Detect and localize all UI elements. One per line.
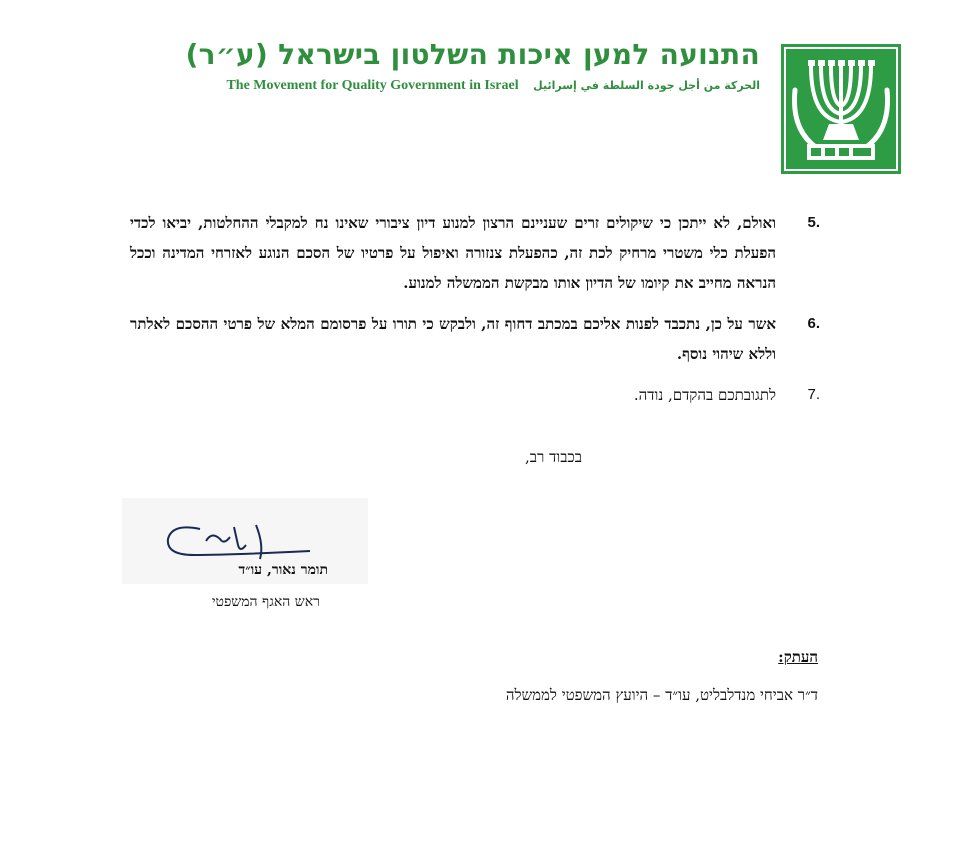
signer-title: ראש האגף המשפטי — [211, 594, 320, 610]
org-name-english: The Movement for Quality Government in Israel — [226, 78, 519, 93]
paragraph-number: 6. — [807, 315, 820, 332]
menorah-logo-icon — [781, 44, 901, 174]
cc-recipient: ד״ר אביחי מנדלבליט, עו״ד – היועץ המשפטי לממשלה — [505, 686, 818, 704]
cc-label: העתק: — [778, 648, 818, 666]
paragraph-text: ואולם, לא ייתכן כי שיקולים זרים שעניינם הרצון למנוע דיון ציבורי שאינו נח למקבלי ההחלטות, יביאו לכדי הפעלת כלי משטרי מרחיק לכת זה, כהפעלת צנזורה ואיפול על פרטיו של הסכם הנוגע לאזרחי המדינה וככל הנראה מחייב את קיומו של הדיון אותו מבקשת הממשלה למנוע. — [130, 214, 776, 292]
paragraph-5 — [130, 208, 820, 298]
paragraph-7 — [130, 380, 820, 410]
signer-name: תומר נאור, עו״ד — [238, 562, 328, 578]
letterhead — [185, 38, 760, 98]
paragraph-6 — [130, 309, 820, 369]
paragraph-number: 5. — [807, 214, 820, 231]
paragraph-text: לתגובתכם בהקדם, נודה. — [633, 386, 776, 404]
letter-body — [130, 208, 820, 421]
handwritten-signature — [160, 515, 320, 565]
org-name-hebrew: התנועה למען איכות השלטון בישראל (ע״ר) — [185, 38, 760, 71]
paragraph-text: אשר על כן, נתכבד לפנות אליכם במכתב דחוף זה, ולבקש כי תורו על פרסומם המלא של פרטי ההסכם לאלתר וללא שיהוי נוסף. — [130, 315, 776, 363]
closing-salutation: בכבוד רב, — [525, 448, 582, 466]
org-name-arabic: الحركة من أجل جودة السلطة في إسرائيل — [533, 79, 760, 92]
paragraph-number: 7. — [807, 386, 820, 403]
org-subtitle — [226, 78, 760, 94]
